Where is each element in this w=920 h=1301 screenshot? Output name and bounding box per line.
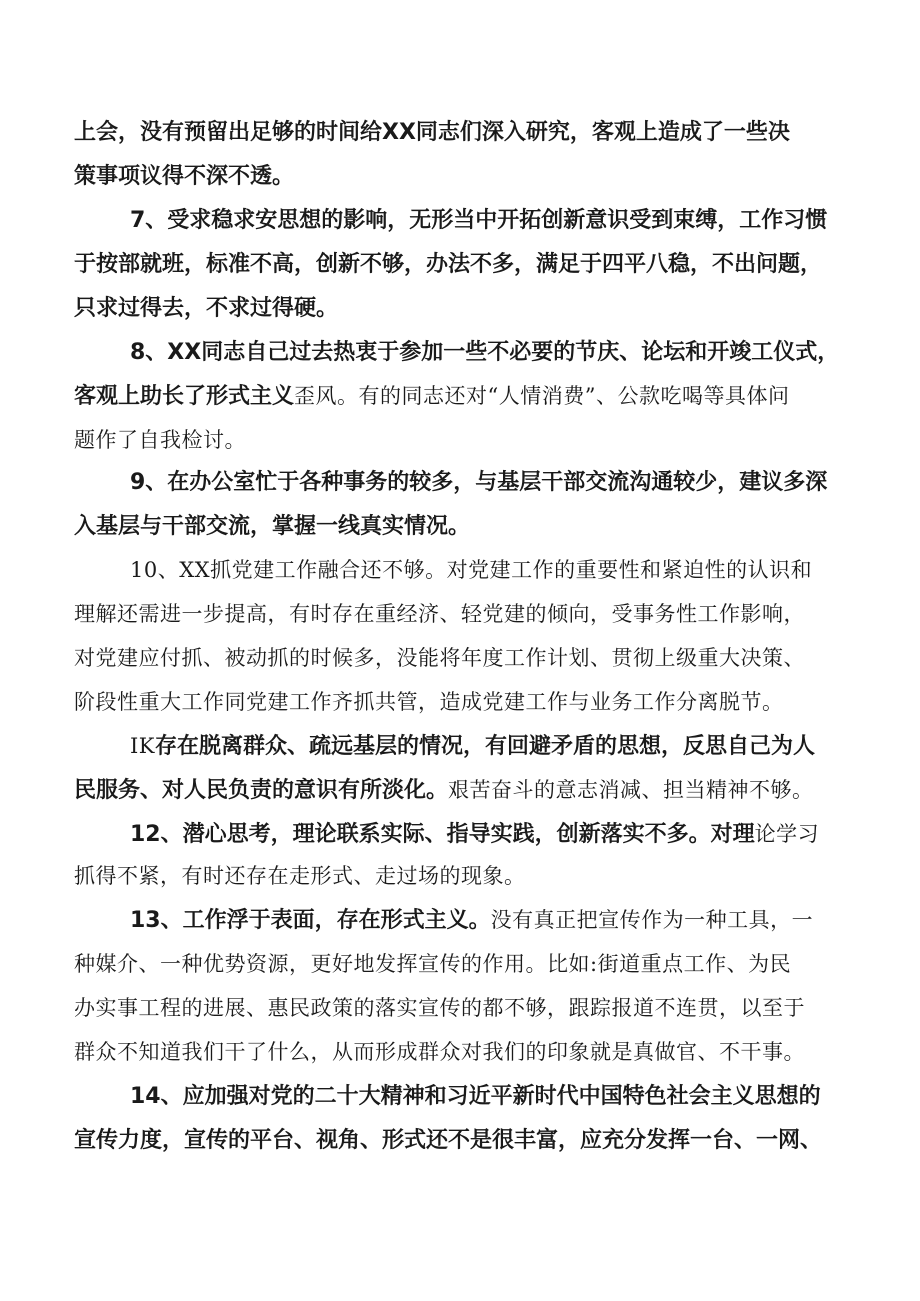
text-segment: 歪风。有的同志还对“人情消费”、公款吃喝等具体问 xyxy=(294,384,790,408)
text-line xyxy=(74,992,864,1026)
text-segment: 只求过得去，不求过得硬。 xyxy=(74,296,339,321)
text-line xyxy=(74,116,864,150)
text-line xyxy=(74,642,864,676)
text-line xyxy=(74,1036,864,1070)
text-line xyxy=(74,774,864,808)
text-segment: 民服务、对人民负责的意识有所淡化。 xyxy=(74,778,449,803)
text-segment: 题作了自我检讨。 xyxy=(74,428,246,452)
text-segment: IK xyxy=(130,734,155,758)
text-segment: 种媒介、一种优势资源，更好地发挥宣传的作用。比如:街道重点工作、为民 xyxy=(74,952,792,976)
text-segment: 14、应加强对党的二十大精神和习近平新时代中国特色社会主义思想的 xyxy=(130,1084,821,1109)
text-segment: 阶段性重大工作同党建工作齐抓共管，造成党建工作与业务工作分离脱节。 xyxy=(74,690,784,714)
text-line xyxy=(130,730,870,764)
text-line xyxy=(74,1124,864,1158)
text-line xyxy=(74,598,864,632)
text-line xyxy=(130,1080,870,1114)
text-segment: 对党建应付抓、被动抓的时候多，没能将年度工作计划、贯彻上级重大决策、 xyxy=(74,646,805,670)
text-segment: 理解还需进一步提高，有时存在重经济、轻党建的倾向，受事务性工作影响， xyxy=(74,602,805,626)
text-line xyxy=(74,160,864,194)
text-segment: 艰苦奋斗的意志消减、担当精神不够。 xyxy=(448,778,814,802)
text-line xyxy=(130,336,870,370)
text-segment: 上会，没有预留出足够的时间给XX同志们深入研究，客观上造成了一些决 xyxy=(74,120,790,145)
text-line xyxy=(74,948,864,982)
text-line xyxy=(74,292,864,326)
text-line xyxy=(130,818,870,852)
text-segment: 办实事工程的进展、惠民政策的落实宣传的都不够，跟踪报道不连贯，以至于 xyxy=(74,996,805,1020)
text-segment: 群众不知道我们干了什么，从而形成群众对我们的印象就是真做官、不干事。 xyxy=(74,1040,805,1064)
text-line xyxy=(74,686,864,720)
text-segment: 7、受求稳求安思想的影响，无形当中开拓创新意识受到束缚，工作习惯 xyxy=(130,208,828,233)
text-segment: 论学习 xyxy=(754,822,820,846)
text-segment: 入基层与干部交流，掌握一线真实情况。 xyxy=(74,514,471,539)
text-line xyxy=(74,510,864,544)
text-segment: 客观上助长了形式主义 xyxy=(74,384,295,409)
text-line xyxy=(74,860,864,894)
text-line xyxy=(74,380,864,414)
text-segment: 存在脱离群众、疏远基层的情况，有回避矛盾的思想，反思自己为人 xyxy=(154,734,815,759)
text-segment: 于按部就班，标准不高，创新不够，办法不多，满足于四平八稳，不出问题， xyxy=(74,252,823,277)
text-segment: 抓得不紧，有时还存在走形式、走过场的现象。 xyxy=(74,864,526,888)
text-segment: 9、在办公室忙于各种事务的较多，与基层干部交流沟通较少，建议多深 xyxy=(130,470,828,495)
text-segment: 13、工作浮于表面，存在形式主义。 xyxy=(130,908,491,933)
text-line xyxy=(130,904,870,938)
text-segment: 宣传力度，宣传的平台、视角、形式还不是很丰富，应充分发挥一台、一网、 xyxy=(74,1128,823,1153)
text-segment: 策事项议得不深不透。 xyxy=(74,164,295,189)
text-line xyxy=(130,554,870,588)
text-line xyxy=(130,204,870,238)
text-segment: 没有真正把宣传作为一种工具，一 xyxy=(490,908,814,932)
text-segment: 12、潜心思考，理论联系实际、指导实践，创新落实不多。对理 xyxy=(130,822,755,847)
text-line xyxy=(74,424,864,458)
text-segment: 10、XX抓党建工作融合还不够。对党建工作的重要性和紧迫性的认识和 xyxy=(130,558,813,582)
text-segment: 8、XX同志自己过去热衷于参加一些不必要的节庆、论坛和开竣工仪式， xyxy=(130,340,840,365)
text-line xyxy=(130,466,870,500)
text-line xyxy=(74,248,864,282)
